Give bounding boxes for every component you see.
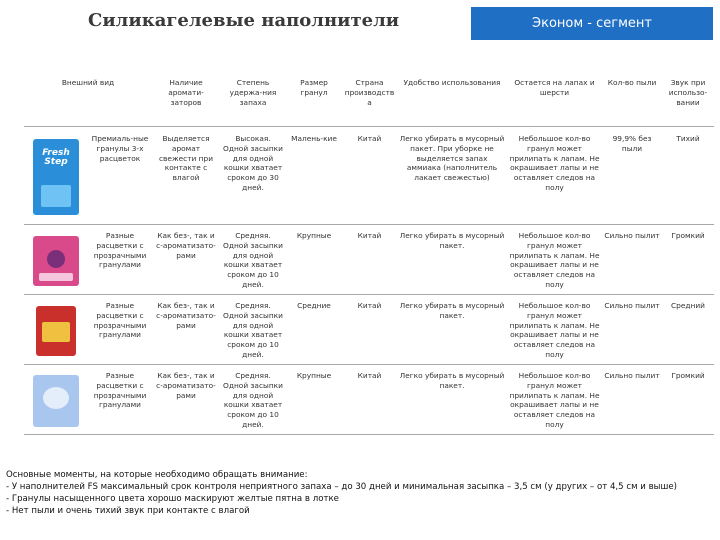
table-cell: Китай <box>342 127 397 225</box>
table-cell: Разные расцветки с прозрачными гранулами <box>88 295 152 365</box>
note-item: - Гранулы насыщенного цвета хорошо маскируют желтые пятна в лотке <box>6 493 339 504</box>
product-image-cell <box>24 295 88 365</box>
table-cell: Сильно пылит <box>602 295 662 365</box>
page-title: Силикагелевые наполнители <box>88 10 400 31</box>
notes-block <box>6 470 716 517</box>
package-brand-text: Fresh Step <box>42 148 70 168</box>
table-row <box>24 225 714 295</box>
table-row <box>24 127 714 225</box>
header-cell: Наличие аромати-заторов <box>152 68 220 127</box>
header-cell: Кол-во пыли <box>602 68 662 127</box>
table-row <box>24 295 714 365</box>
table-cell: Выделяется аромат свежести при контакте с влагой <box>152 127 220 225</box>
table-cell: 99,9% без пыли <box>602 127 662 225</box>
table-cell: Небольшое кол-во гранул может прилипать к лапам. Не окрашивает лапы и не оставляет следов на полу <box>507 365 602 435</box>
table-cell: Средний <box>662 295 714 365</box>
table-row <box>24 365 714 435</box>
table-cell: Высокая. Одной засыпки для одной кошки хватает сроком до 30 дней. <box>220 127 286 225</box>
header-cell: Звук при использо-вании <box>662 68 714 127</box>
pink-cat-package-image <box>33 236 79 286</box>
table-cell: Крупные <box>286 225 342 295</box>
table-cell: Сильно пылит <box>602 225 662 295</box>
header-cell: Страна производства <box>342 68 397 127</box>
table-cell: Премиаль-ные гранулы 3-х расцветок <box>88 127 152 225</box>
light-blue-package-image <box>33 375 79 427</box>
header-cell: Внешний вид <box>24 68 152 127</box>
notes-heading: Основные моменты, на которые необходимо обращать внимание: <box>6 470 308 480</box>
table-cell: Китай <box>342 295 397 365</box>
table-cell: Китай <box>342 225 397 295</box>
table-cell: Громкий <box>662 225 714 295</box>
table-cell: Средние <box>286 295 342 365</box>
table-cell: Как без-, так и с-ароматизато-рами <box>152 365 220 435</box>
table-cell: Малень-кие <box>286 127 342 225</box>
table-header-row <box>24 68 714 127</box>
product-image-cell <box>24 225 88 295</box>
table-cell: Сильно пылит <box>602 365 662 435</box>
table-cell: Легко убирать в мусорный пакет. <box>397 365 507 435</box>
red-package-image <box>36 306 76 356</box>
table-cell: Разные расцветки с прозрачными гранулами <box>88 225 152 295</box>
table-cell: Небольшое кол-во гранул может прилипать к лапам. Не окрашивает лапы и не оставляет следов на полу <box>507 295 602 365</box>
header-cell: Степень удержа-ния запаха <box>220 68 286 127</box>
header-cell: Удобство использования <box>397 68 507 127</box>
product-image-cell <box>24 365 88 435</box>
table-cell: Как без-, так и с-ароматизато-рами <box>152 225 220 295</box>
segment-badge: Эконом - сегмент <box>471 7 713 40</box>
table-cell: Легко убирать в мусорный пакет. <box>397 295 507 365</box>
fresh-step-package-image <box>33 139 79 215</box>
table-cell: Легко убирать в мусорный пакет. При уборке не выделяется запах аммиака (наполнитель лакает свежестью) <box>397 127 507 225</box>
table-cell: Небольшое кол-во гранул может прилипать к лапам. Не окрашивает лапы и не оставляет следов на полу <box>507 225 602 295</box>
table-cell: Небольшое кол-во гранул может прилипать к лапам. Не окрашивает лапы и не оставляет следов на полу <box>507 127 602 225</box>
comparison-table <box>24 68 714 435</box>
table-cell: Разные расцветки с прозрачными гранулами <box>88 365 152 435</box>
header-cell: Размер гранул <box>286 68 342 127</box>
table-cell: Тихий <box>662 127 714 225</box>
table-cell: Китай <box>342 365 397 435</box>
table-cell: Средняя. Одной засыпки для одной кошки хватает сроком до 10 дней. <box>220 225 286 295</box>
note-item: - Нет пыли и очень тихий звук при контакте с влагой <box>6 505 250 516</box>
header-cell: Остается на лапах и шерсти <box>507 68 602 127</box>
table-cell: Легко убирать в мусорный пакет. <box>397 225 507 295</box>
table-cell: Громкий <box>662 365 714 435</box>
table-cell: Средняя. Одной засыпки для одной кошки хватает сроком до 10 дней. <box>220 365 286 435</box>
table-cell: Как без-, так и с-ароматизато-рами <box>152 295 220 365</box>
table-cell: Средняя. Одной засыпки для одной кошки хватает сроком до 10 дней. <box>220 295 286 365</box>
table-cell: Крупные <box>286 365 342 435</box>
product-image-cell <box>24 127 88 225</box>
note-item: - У наполнителей FS максимальный срок контроля неприятного запаха – до 30 дней и минимальная засыпка – 3,5 см (у других – от 4,5 см и выше) <box>6 481 677 492</box>
